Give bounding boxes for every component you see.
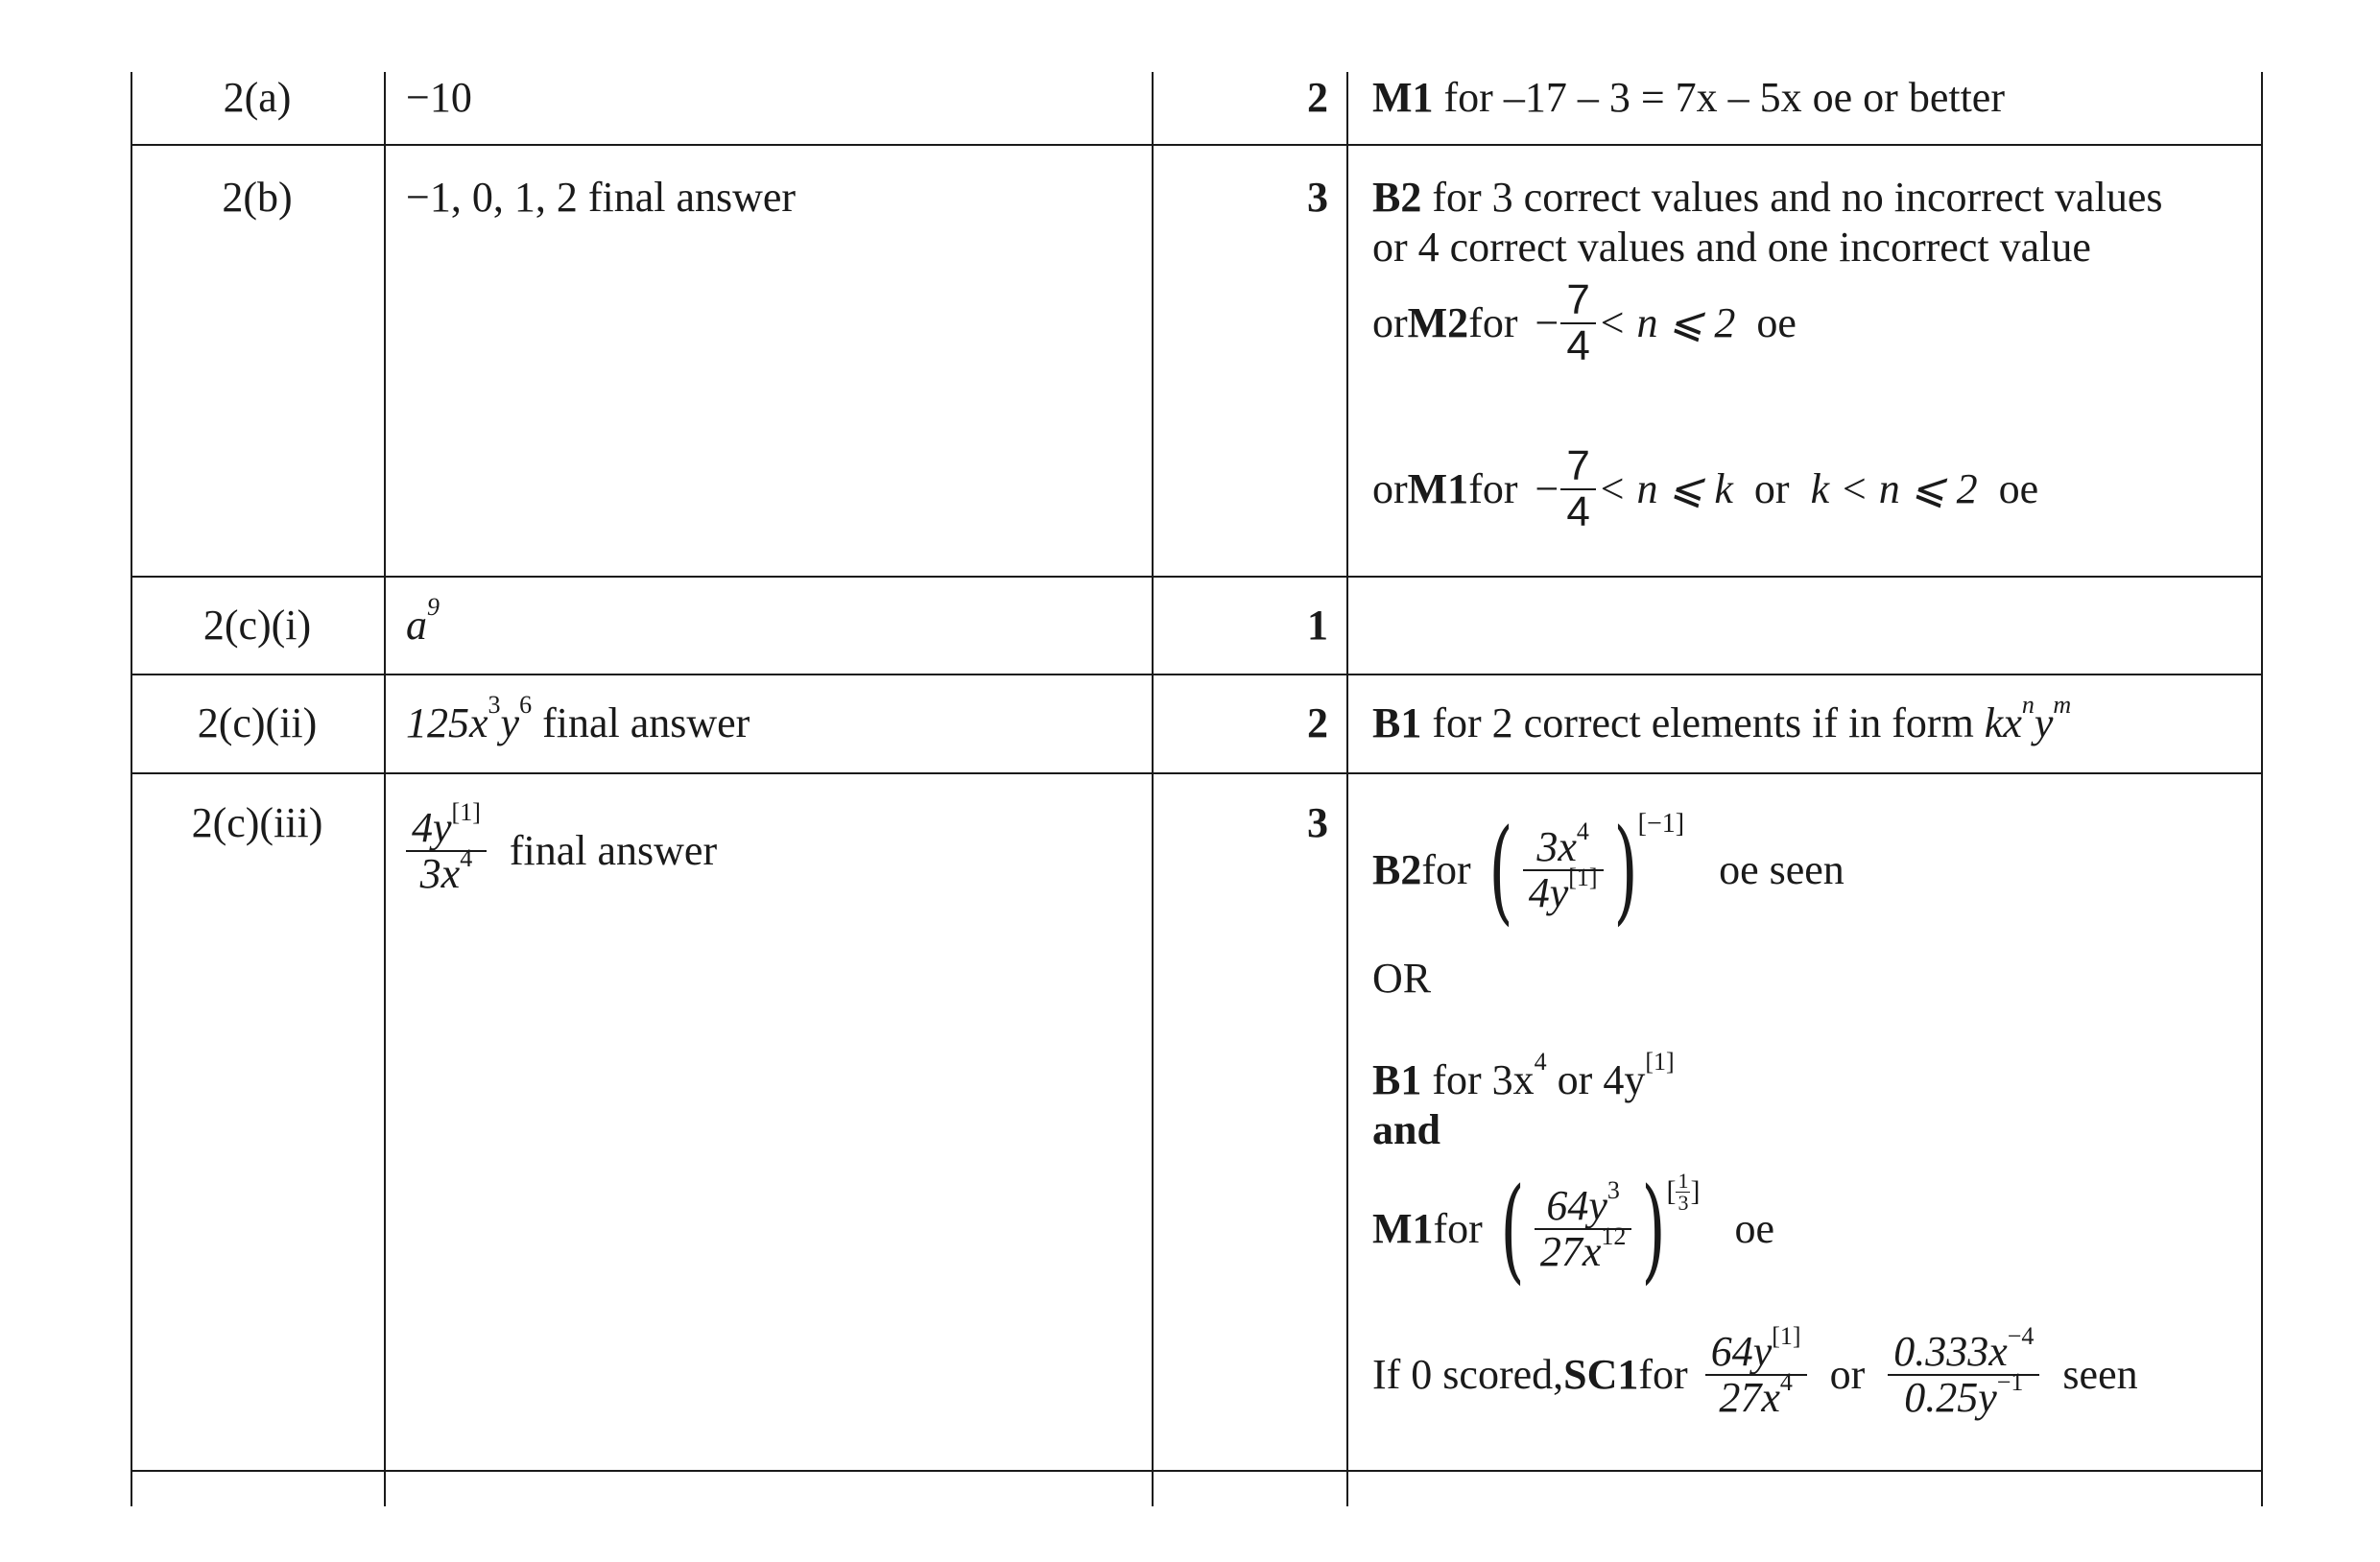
- fraction: $\frac{64y^{[1]}}{27x^4}$: [1705, 1330, 1807, 1420]
- guidance-line: or 4 correct values and one incorrect value: [1372, 224, 2091, 271]
- guidance-text: oe: [1998, 465, 2039, 512]
- guidance-line: B2 for ( $\frac{3x^4}{4y^{[1]}}$ ) [−1] oe seen: [1372, 804, 1844, 936]
- guidance-text: for 3 correct values and no incorrect values: [1421, 174, 2163, 221]
- guidance-line: [1372, 173, 2162, 223]
- answer-cell: $a^9$: [406, 593, 440, 649]
- mark-code: M2: [1407, 299, 1469, 346]
- question-number: 2(a): [223, 74, 292, 121]
- answer-cell: $\frac{4y^{[1]}}{3x^4}$ final answer: [406, 806, 717, 896]
- fraction: $\frac{0.333x^{-4}}{0.25y^{-1}}$: [1888, 1330, 2039, 1420]
- mark-code: B2: [1372, 846, 1422, 893]
- guidance-line: B1 for $3x^4$ or 4y[1]: [1372, 1048, 1675, 1103]
- marks-cell: 3: [1307, 174, 1328, 221]
- inequality: k < n ⩽ 2: [1810, 465, 1978, 512]
- guidance-cell: [1372, 73, 2005, 123]
- column-divider-marks: [1346, 72, 1348, 1506]
- table-border-right: [2261, 72, 2263, 1506]
- answer-cell: $125x^3y^6$ final answer: [406, 691, 750, 746]
- guidance-text: oe: [1756, 299, 1797, 346]
- fraction: $\frac{7}{4}$: [1560, 278, 1595, 368]
- guidance-line: M1 for ( $\frac{64y^3}{27x^{12}}$ ) [ $\frac{1}{3}$ ] oe: [1372, 1163, 1774, 1295]
- marks-cell: 1: [1307, 602, 1328, 649]
- guidance-line: and: [1372, 1106, 1440, 1153]
- row-divider: [131, 772, 2263, 774]
- inequality: < n ⩽ 2: [1597, 299, 1736, 346]
- marks-cell: 3: [1307, 799, 1328, 846]
- guidance-text: for –17 – 3 = 7x – 5x oe or better: [1433, 74, 2005, 121]
- marks-cell: 2: [1307, 74, 1328, 121]
- mark-code: B1: [1372, 699, 1422, 746]
- table-border-left: [131, 72, 132, 1506]
- mark-code: SC1: [1563, 1351, 1639, 1398]
- column-divider-question: [384, 72, 386, 1506]
- guidance-text: or: [1753, 465, 1790, 512]
- inequality: < n ⩽ k: [1597, 465, 1733, 512]
- row-divider: [131, 1470, 2263, 1472]
- question-number: 2(c)(i): [202, 602, 312, 649]
- answer-cell: −10: [406, 74, 472, 121]
- guidance-line: or M2 for − $\frac{7}{4}$ < n ⩽ 2 oe: [1372, 276, 1797, 369]
- guidance-line: If 0 scored, SC1 for $\frac{64y^{[1]}}{27x^4}$ or $\frac{0.333x^{-4}}{0.25y^{-1}}$ seen: [1372, 1322, 2138, 1421]
- fraction: $\frac{7}{4}$: [1560, 444, 1595, 534]
- fraction: $\frac{64y^3}{27x^{12}}$: [1535, 1184, 1632, 1274]
- row-divider: [131, 674, 2263, 675]
- fraction: $\frac{3x^4}{4y^{[1]}}$: [1523, 825, 1604, 915]
- guidance-text: or: [1372, 299, 1408, 346]
- row-divider: [131, 576, 2263, 578]
- question-number: 2(b): [222, 174, 293, 221]
- question-number: 2(c)(ii): [197, 699, 318, 746]
- guidance-text: for: [1468, 299, 1518, 346]
- mark-code: M1: [1372, 1205, 1434, 1252]
- mark-code: M1: [1372, 74, 1434, 121]
- mark-code: B1: [1372, 1056, 1422, 1103]
- guidance-text: for 2 correct elements if in form: [1421, 699, 1985, 746]
- answer-cell: −1, 0, 1, 2 final answer: [406, 174, 797, 221]
- marks-cell: 2: [1307, 699, 1328, 746]
- guidance-text: or: [1372, 465, 1408, 512]
- column-divider-answer: [1152, 72, 1154, 1506]
- guidance-line: or M1 for − $\frac{7}{4}$ < n ⩽ k or k < n ⩽ 2 oe: [1372, 442, 2039, 535]
- fraction: $\frac{4y^{[1]}}{3x^4}$: [406, 806, 487, 896]
- mark-code: B2: [1372, 174, 1422, 221]
- guidance-text: for: [1468, 465, 1518, 512]
- row-divider: [131, 144, 2263, 146]
- question-number: 2(c)(iii): [191, 799, 323, 846]
- guidance-line: OR: [1372, 955, 1432, 1002]
- mark-code: M1: [1407, 465, 1469, 512]
- guidance-cell: B1 for 2 correct elements if in form $kx^ny^m$: [1372, 691, 2072, 746]
